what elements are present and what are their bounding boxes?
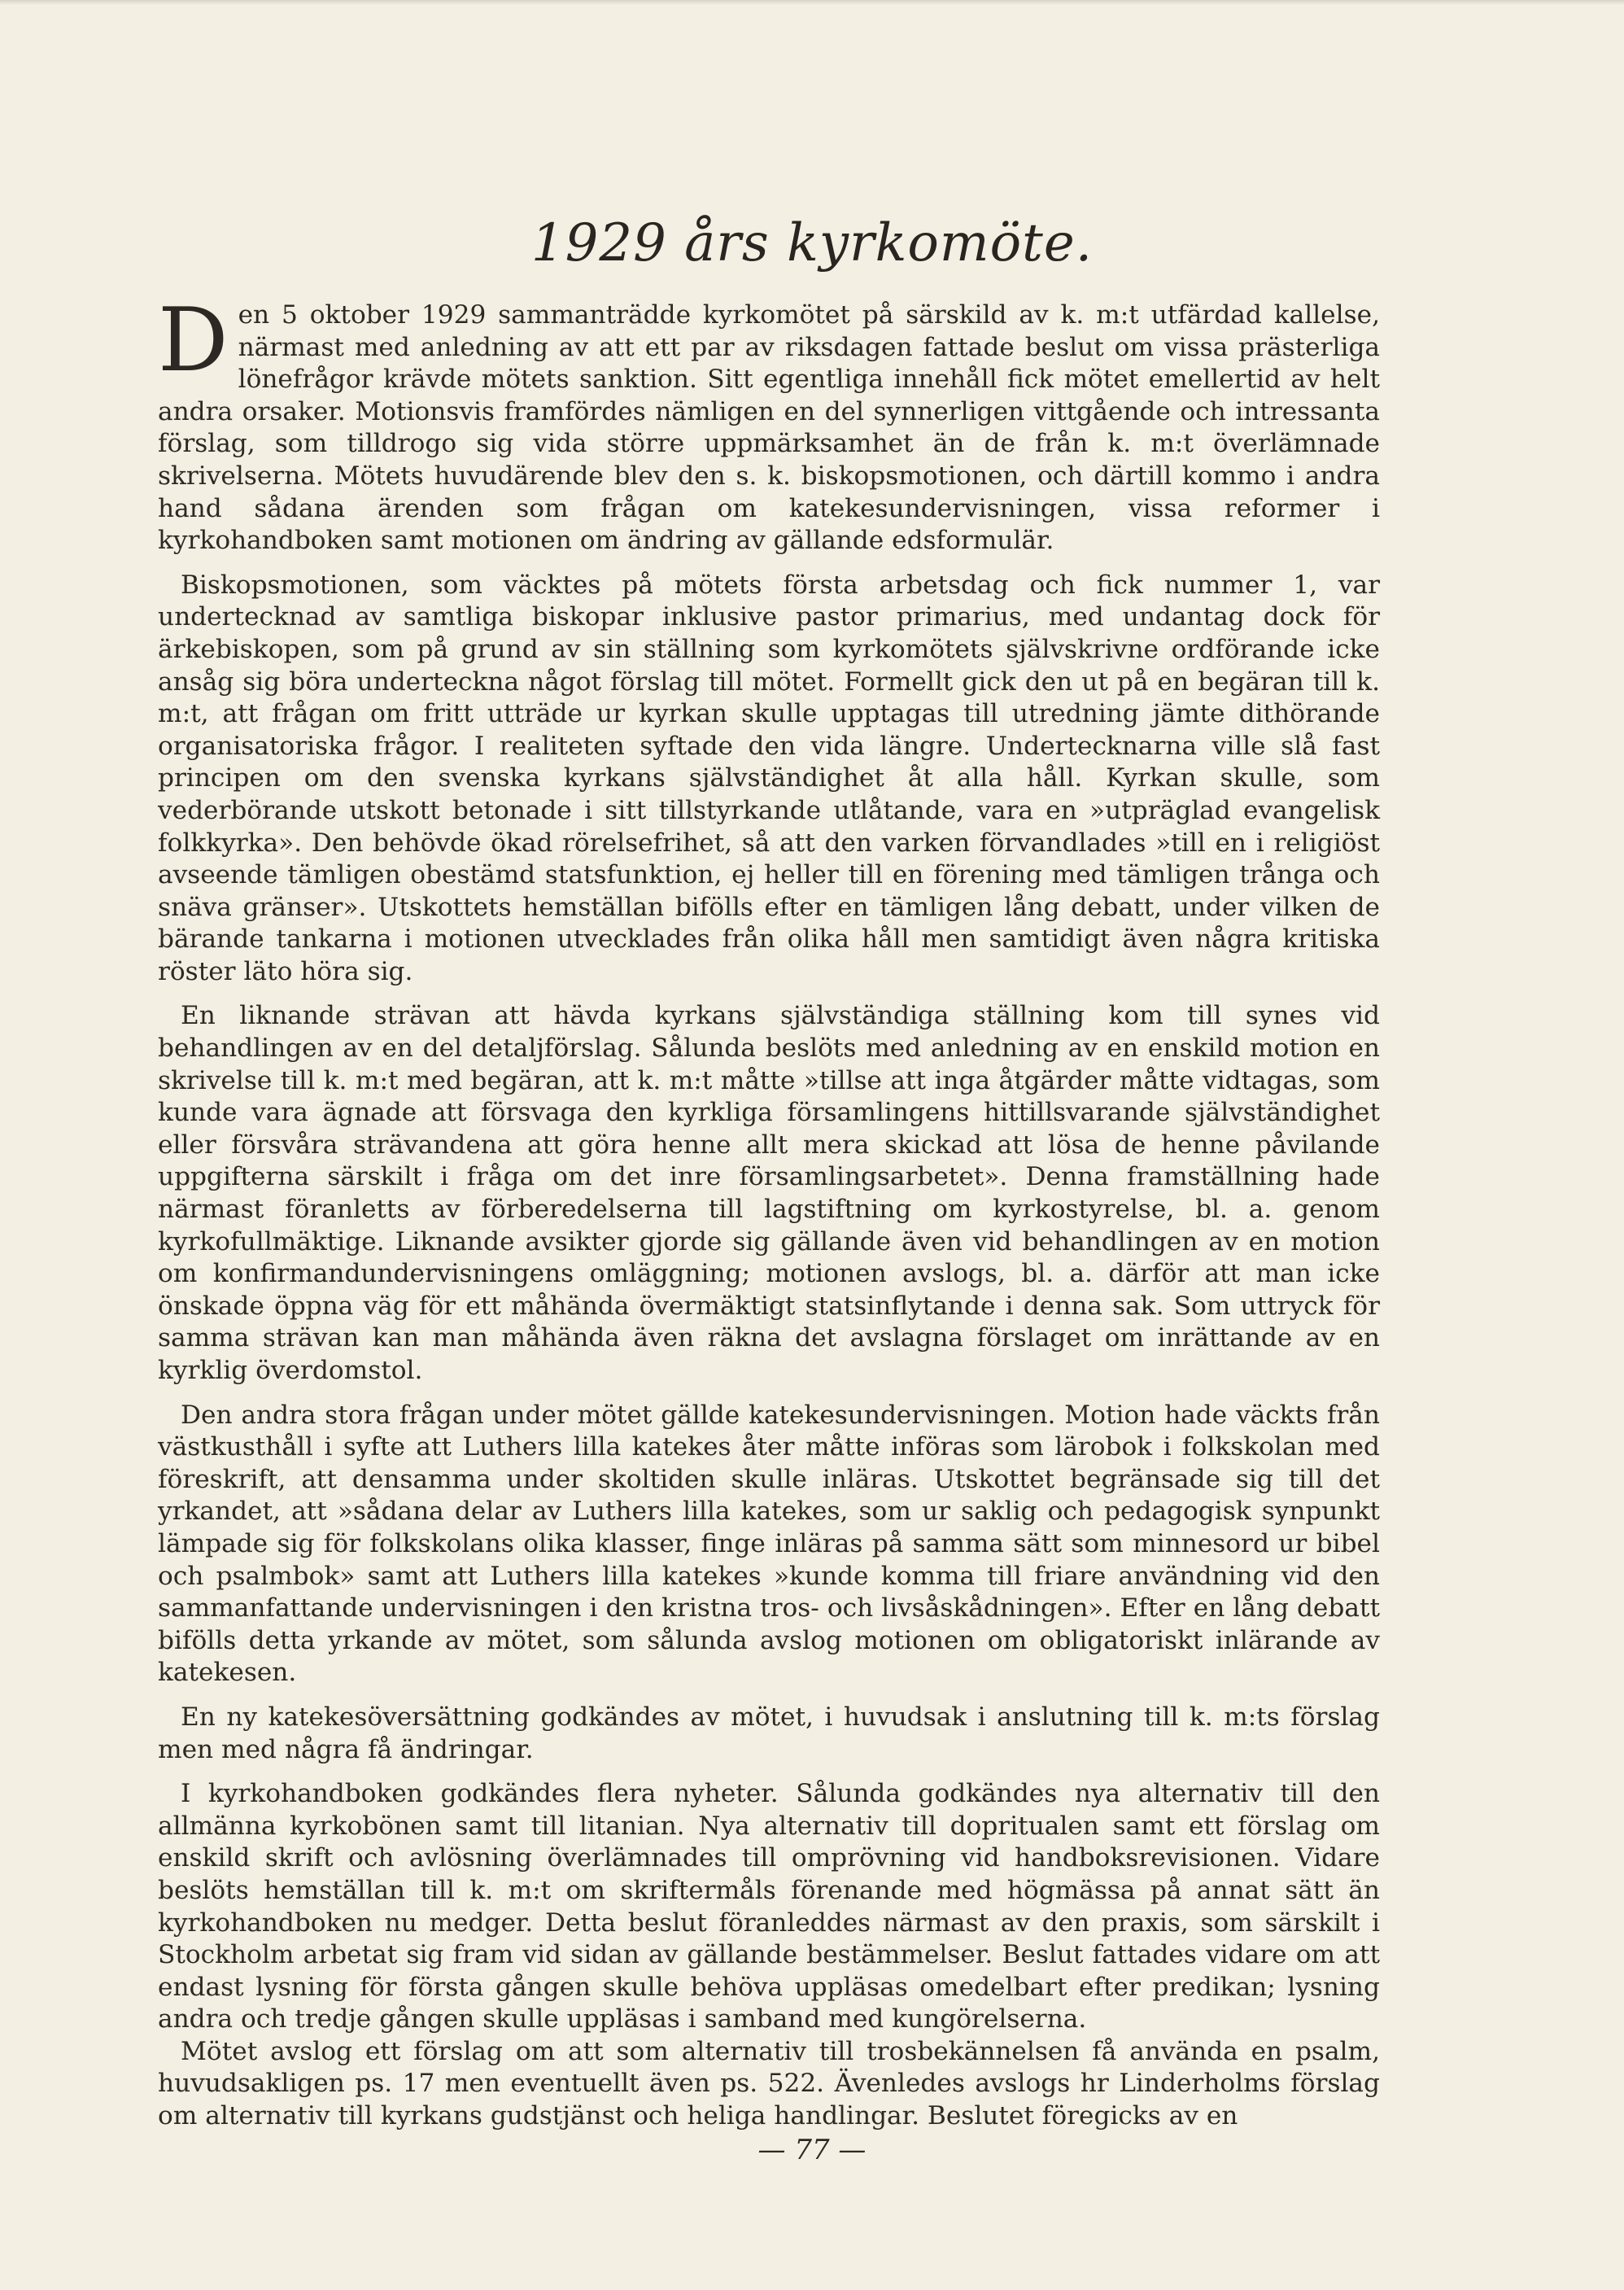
paragraph-2: Biskopsmotionen, som väcktes på mötets första arbetsdag och fick nummer 1, var undertecknad av samtliga biskopar inklusive pastor primarius, med undantag dock för ärkebiskopen, som på grund av sin ställning som kyrkomötets självskrivne ordförande icke ansåg sig böra underteckna något förslag till mötet. Formellt gick den ut på en begäran till k. m:t, att frågan om fritt utträde ur kyrkan skulle upptagas till utredning jämte dithörande organisatoriska frågor. I realiteten syftade den vida längre. Undertecknarna ville slå fast principen om den svenska kyrkans självständighet åt alla håll. Kyrkan skulle, som vederbörande utskott betonade i sitt tillstyrkande utlåtande, vara en »utpräglad evangelisk folkkyrka». Den behövde ökad rörelsefrihet, så att den varken förvandlades »till en i religiöst avseende tämligen obestämd statsfunktion, ej heller till en förening med tämligen trånga och snäva gränser». Utskottets hemställan bifölls efter en tämligen lång debatt, under vilken de bärande tankarna i motionen utvecklades från olika håll men samtidigt även några kritiska röster läto höra sig. — [158, 570, 1380, 986]
page-top-edge — [0, 0, 1624, 5]
article-body — [158, 290, 1380, 2133]
page-number: — 77 — — [757, 2134, 867, 2166]
paragraph-1 — [158, 290, 1380, 557]
paragraph-5: En ny katekesöversättning godkändes av mötet, i huvudsak i anslutning till k. m:ts förslag men med några få ändringar. — [158, 1702, 1380, 1764]
paragraph-4: Den andra stora frågan under mötet gällde katekesundervisningen. Motion hade väckts från västkusthåll i syfte att Luthers lilla katekes åter måtte införas som lärobok i folkskolan med föreskrift, att densamma under skoltiden skulle inläras. Utskottet begränsade sig till det yrkandet, att »sådana delar av Luthers lilla katekes, som ur saklig och pedagogisk synpunkt lämpade sig för folkskolans olika klasser, finge inläras på samma sätt som minnesord ur bibel och psalmbok» samt att Luthers lilla katekes »kunde komma till friare användning vid den sammanfattande undervisningen i den kristna tros- och livsåskådningen». Efter en lång debatt bifölls detta yrkande av mötet, som sålunda avslog motionen om obligatoriskt inlärande av katekesen. — [158, 1400, 1380, 1688]
paragraph-1-text: en 5 oktober 1929 sammanträdde kyrkomötet på särskild av k. m:t utfärdad kallelse, närmast med anledning av att ett par av riksdagen fattade beslut om vissa prästerliga lönefrågor krävde mötets sanktion. Sitt egentliga innehåll fick mötet emellertid av helt andra orsaker. Motionsvis framfördes nämligen en del synnerligen vittgående och intressanta förslag, som tilldrogo sig vida större uppmärksamhet än de från k. m:t överlämnade skrivelserna. Mötets huvudärende blev den s. k. biskopsmotionen, och därtill kommo i andra hand sådana ärenden som frågan om katekesundervisningen, vissa reformer i kyrkohandboken samt motionen om ändring av gällande edsformulär. — [158, 300, 1380, 556]
paragraph-6: I kyrkohandboken godkändes flera nyheter. Sålunda godkändes nya alternativ till den allmänna kyrkobönen samt till litanian. Nya alternativ till dopritualen samt ett förslag om enskild skrift och avlösning överlämnades till omprövning vid handboksrevisionen. Vidare beslöts hemställan till k. m:t om skriftermåls förenande med högmässa på annat sätt än kyrkohandboken nu medger. Detta beslut föranleddes närmast av den praxis, som särskilt i Stockholm arbetat sig fram vid sidan av gällande bestämmelser. Beslut fattades vidare om att endast lysning för första gången skulle behöva uppläsas omedelbart efter predikan; lysning andra och tredje gången skulle uppläsas i samband med kungörelserna. — [158, 1779, 1380, 2034]
drop-cap: D — [158, 290, 229, 391]
paragraph-3: En liknande strävan att hävda kyrkans självständiga ställning kom till synes vid behandlingen av en del detaljförslag. Sålunda beslöts med anledning av en enskild motion en skrivelse till k. m:t med begäran, att k. m:t måtte »tillse att inga åtgärder måtte vidtagas, som kunde vara ägnade att försvaga den kyrkliga församlingens hittillsvarande självständighet eller försvåra strävandena att göra henne allt mera skickad att lösa de henne påvilande uppgifterna särskilt i fråga om det inre församlingsarbetet». Denna framställning hade närmast föranletts av förberedelserna till lagstiftning om kyrkostyrelse, bl. a. genom kyrkofullmäktige. Liknande avsikter gjorde sig gällande även vid behandlingen av en motion om konfirmandundervisningens omläggning; motionen avslogs, bl. a. därför att man icke önskade öppna väg för ett måhända övermäktigt statsinflytande i denna sak. Som uttryck för samma strävan kan man måhända även räkna det avslagna förslaget om inrättande av en kyrklig överdomstol. — [158, 1001, 1380, 1385]
paragraph-7: Mötet avslog ett förslag om att som alternativ till trosbekännelsen få använda en psalm, huvudsakligen ps. 17 men eventuellt även ps. 522. Ävenledes avslogs hr Linderholms förslag om alternativ till kyrkans gudstjänst och heliga handlingar. Beslutet föregicks av en — [158, 2036, 1380, 2131]
page-title: 1929 års kyrkomöte. — [530, 213, 1094, 273]
